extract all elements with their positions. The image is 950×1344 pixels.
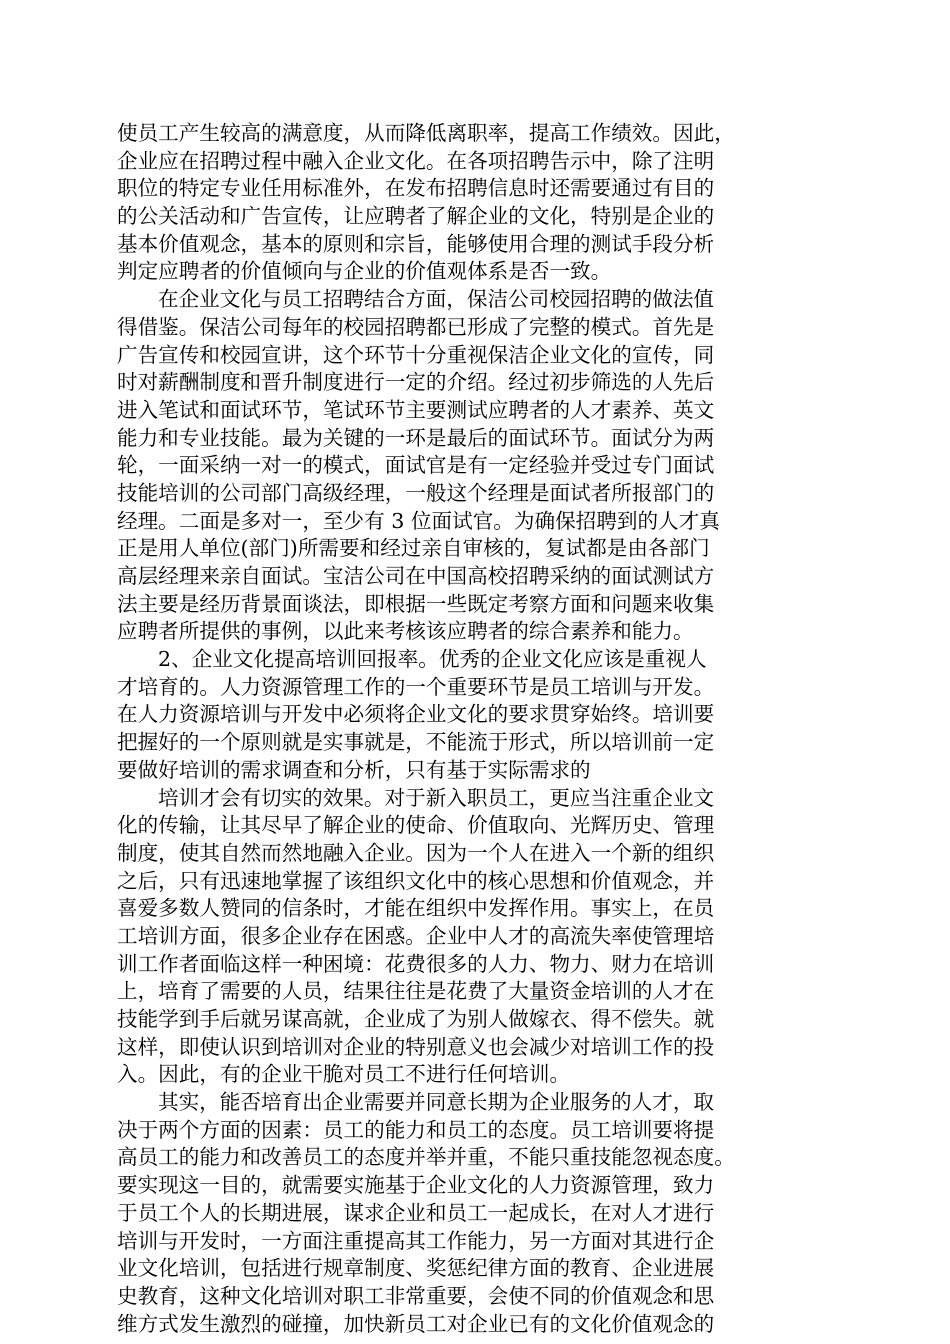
text-line: 上，培育了需要的人员，结果往往是花费了大量资金培训的人才在 bbox=[117, 979, 715, 1004]
text-line: 要做好培训的需求调查和分析，只有基于实际需求的 bbox=[117, 757, 591, 782]
text-line: 训工作者面临这样一种困境：花费很多的人力、物力、财力在培训 bbox=[117, 951, 715, 976]
text-line: 这样，即使认识到培训对企业的特别意义也会减少对培训工作的投 bbox=[117, 1034, 715, 1059]
text-line: 技能学到手后就另谋高就，企业成了为别人做嫁衣、得不偿失。就 bbox=[117, 1007, 715, 1031]
text-line: 高员工的能力和改善员工的态度并举并重，不能只重技能忽视态度。 bbox=[117, 1145, 735, 1170]
text-line: 史教育，这种文化培训对职工非常重要，会使不同的价值观念和思 bbox=[117, 1283, 715, 1308]
text-line: 要实现这一目的，就需要实施基于企业文化的人力资源管理，致力 bbox=[117, 1173, 715, 1198]
paragraph-5 bbox=[117, 1089, 830, 1338]
text-line: 决于两个方面的因素：员工的能力和员工的态度。员工培训要将提 bbox=[117, 1117, 715, 1142]
text-line: 制度，使其自然而然地融入企业。因为一个人在进入一个新的组织 bbox=[117, 840, 715, 865]
document-body bbox=[117, 120, 830, 1338]
text-line: 广告宣传和校园宣讲，这个环节十分重视保洁企业文化的宣传，同 bbox=[117, 342, 715, 367]
text-line: 判定应聘者的价值倾向与企业的价值观体系是否一致。 bbox=[117, 259, 612, 284]
text-line: 基本价值观念，基本的原则和宗旨，能够使用合理的测试手段分析 bbox=[117, 231, 715, 256]
paragraph-1 bbox=[117, 120, 830, 286]
text-line: 2、企业文化提高培训回报率。优秀的企业文化应该是重视人 bbox=[158, 647, 707, 672]
text-line: 工培训方面，很多企业存在困惑。企业中人才的高流失率使管理培 bbox=[117, 923, 715, 948]
text-line: 法主要是经历背景面谈法，即根据一些既定考察方面和问题来收集 bbox=[117, 591, 715, 616]
paragraph-4 bbox=[117, 785, 830, 1090]
text-line: 经理。二面是多对一，至少有 3 位面试官。为确保招聘到的人才真 bbox=[117, 508, 720, 533]
text-line: 使员工产生较高的满意度，从而降低离职率，提高工作绩效。因此， bbox=[117, 121, 735, 145]
paragraph-2 bbox=[117, 286, 830, 646]
text-line: 其实，能否培育出企业需要并同意长期为企业服务的人才，取 bbox=[158, 1090, 715, 1115]
text-line: 轮，一面采纳一对一的模式，面试官是有一定经验并受过专门面试 bbox=[117, 453, 715, 478]
text-line: 得借鉴。保洁公司每年的校园招聘都已形成了完整的模式。首先是 bbox=[117, 314, 715, 339]
text-line: 喜爱多数人赞同的信条时，才能在组织中发挥作用。事实上，在员 bbox=[117, 896, 715, 921]
text-line: 培训才会有切实的效果。对于新入职员工，更应当注重企业文 bbox=[158, 785, 715, 810]
text-line: 之后，只有迅速地掌握了该组织文化中的核心思想和价值观念，并 bbox=[117, 868, 715, 893]
paragraph-3 bbox=[117, 646, 830, 784]
text-line: 高层经理来亲自面试。宝洁公司在中国高校招聘采纳的面试测试方 bbox=[117, 564, 715, 588]
text-line: 才培育的。人力资源管理工作的一个重要环节是员工培训与开发。 bbox=[117, 674, 715, 699]
text-line: 能力和专业技能。最为关键的一环是最后的面试环节。面试分为两 bbox=[117, 425, 715, 450]
text-line: 应聘者所提供的事例，以此来考核该应聘者的综合素养和能力。 bbox=[117, 619, 694, 644]
text-line: 入。因此，有的企业干脆对员工不进行任何培训。 bbox=[117, 1062, 571, 1087]
text-line: 在企业文化与员工招聘结合方面，保洁公司校园招聘的做法值 bbox=[158, 287, 715, 312]
text-line: 培训与开发时，一方面注重提高其工作能力，另一方面对其进行企 bbox=[117, 1228, 715, 1253]
text-line: 时对薪酬制度和晋升制度进行一定的介绍。经过初步筛选的人先后 bbox=[117, 370, 715, 395]
text-line: 职位的特定专业任用标准外，在发布招聘信息时还需要通过有目的 bbox=[117, 176, 715, 201]
text-line: 企业应在招聘过程中融入企业文化。在各项招聘告示中，除了注明 bbox=[117, 148, 715, 173]
text-line: 化的传输，让其尽早了解企业的使命、价值取向、光辉历史、管理 bbox=[117, 813, 715, 838]
text-line: 进入笔试和面试环节，笔试环节主要测试应聘者的人才素养、英文 bbox=[117, 397, 715, 422]
text-line: 于员工个人的长期进展，谋求企业和员工一起成长，在对人才进行 bbox=[117, 1200, 715, 1225]
text-line: 业文化培训，包括进行规章制度、奖惩纪律方面的教育、企业进展 bbox=[117, 1256, 715, 1281]
text-line: 正是用人单位(部门)所需要和经过亲自审核的，复试都是由各部门 bbox=[117, 536, 710, 561]
text-line: 在人力资源培训与开发中必须将企业文化的要求贯穿始终。培训要 bbox=[117, 702, 715, 727]
text-line: 技能培训的公司部门高级经理，一般这个经理是面试者所报部门的 bbox=[117, 480, 715, 505]
text-line: 维方式发生激烈的碰撞，加快新员工对企业已有的文化价值观念的 bbox=[117, 1311, 715, 1336]
text-line: 把握好的一个原则就是实事就是，不能流于形式，所以培训前一定 bbox=[117, 730, 715, 755]
text-line: 的公关活动和广告宣传，让应聘者了解企业的文化，特别是企业的 bbox=[117, 204, 715, 229]
